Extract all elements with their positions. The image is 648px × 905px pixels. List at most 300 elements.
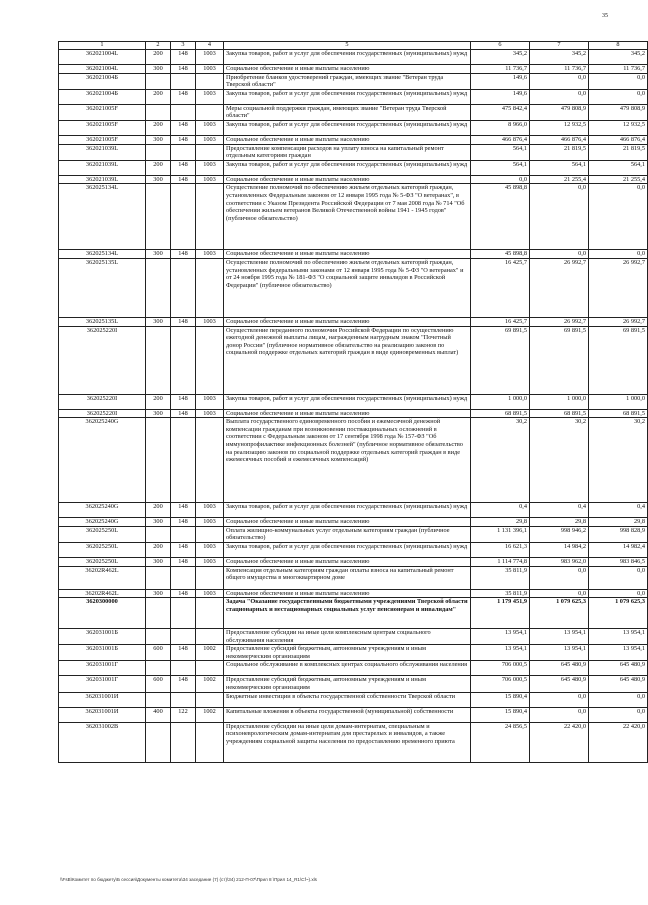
amount-year3-cell: 983 846,5 [589,557,648,566]
amount-year1-cell: 69 891,5 [471,326,530,394]
section-cell [196,184,224,250]
vr-cell: 200 [146,89,171,104]
code-cell: 362025134L [59,184,146,250]
table-header-row [59,42,648,50]
admin-cell [171,598,196,629]
admin-cell: 148 [171,317,196,326]
amount-year2-cell: 30,2 [530,418,589,503]
description-cell: Закупка товаров, работ и услуг для обеспечения государственных (муниципальных) нужд [224,120,471,135]
code-cell: 362025135L [59,258,146,317]
vr-cell [146,598,171,629]
code-cell: 362021039L [59,144,146,160]
amount-year1-cell: 706 000,5 [471,676,530,692]
amount-year2-cell: 645 480,9 [530,676,589,692]
amount-year2-cell: 26 992,7 [530,317,589,326]
table-row [59,629,648,645]
vr-cell: 300 [146,557,171,566]
section-cell: 1003 [196,518,224,527]
description-cell: Предоставление компенсации расходов на уплату взноса на капитальный ремонт отдельным категориям граждан [224,144,471,160]
amount-year2-cell: 21 255,4 [530,175,589,184]
table-row [59,326,648,394]
amount-year2-cell: 983 962,0 [530,557,589,566]
section-cell [196,566,224,589]
description-cell: Социальное обеспечение и иные выплаты населению [224,409,471,418]
section-cell [196,598,224,629]
description-cell: Закупка товаров, работ и услуг для обеспечения государственных (муниципальных) нужд [224,89,471,104]
code-cell: 362025240G [59,418,146,503]
amount-year2-cell: 0,0 [530,692,589,707]
section-cell: 1003 [196,250,224,259]
header-cell: 6 [471,42,530,50]
vr-cell: 200 [146,503,171,518]
amount-year2-cell: 29,8 [530,518,589,527]
amount-year2-cell: 466 876,4 [530,135,589,144]
code-cell: 3620300000 [59,598,146,629]
vr-cell [146,661,171,676]
section-cell: 1003 [196,135,224,144]
amount-year1-cell: 16 621,3 [471,542,530,557]
section-cell [196,661,224,676]
description-cell: Социальное обеспечение и иные выплаты населению [224,135,471,144]
amount-year2-cell: 479 808,9 [530,104,589,120]
vr-cell [146,629,171,645]
code-cell: 362025240G [59,518,146,527]
amount-year3-cell: 345,2 [589,50,648,65]
admin-cell: 148 [171,676,196,692]
section-cell [196,326,224,394]
section-cell: 1003 [196,317,224,326]
section-cell [196,73,224,89]
amount-year1-cell: 1 000,0 [471,394,530,409]
amount-year3-cell: 14 982,4 [589,542,648,557]
amount-year1-cell: 466 876,4 [471,135,530,144]
code-cell: 362025250L [59,557,146,566]
description-cell: Социальное обеспечение и иные выплаты населению [224,589,471,598]
description-cell: Выплата государственного единовременного пособия и ежемесячной денежной компенсации гражданам при возникновении поствакцинальных осложнений в соответствии с Федеральным законом от 17 сентября 1998 года № 157-ФЗ "Об иммунопрофилактике инфекционных болезней" (публичное нормативное обязательство на реализацию законов по социальной поддержке отдельных категорий граждан в виде ежемесячных пособий и ежемесячных компенсаций) [224,418,471,503]
header-cell: 7 [530,42,589,50]
table-row [59,598,648,629]
amount-year3-cell: 479 808,9 [589,104,648,120]
amount-year3-cell: 0,0 [589,707,648,722]
admin-cell: 148 [171,89,196,104]
vr-cell [146,73,171,89]
table-row [59,692,648,707]
header-cell: 2 [146,42,171,50]
table-row [59,722,648,762]
amount-year1-cell: 30,2 [471,418,530,503]
amount-year3-cell: 0,0 [589,566,648,589]
amount-year3-cell: 564,1 [589,160,648,175]
amount-year3-cell: 0,0 [589,184,648,250]
table-row [59,144,648,160]
budget-table [58,41,648,763]
table-row [59,104,648,120]
amount-year3-cell: 68 891,5 [589,409,648,418]
table-row [59,676,648,692]
description-cell: Социальное обеспечение и иные выплаты населению [224,175,471,184]
vr-cell: 200 [146,394,171,409]
description-cell: Социальное обеспечение и иные выплаты населению [224,557,471,566]
vr-cell: 300 [146,135,171,144]
admin-cell [171,184,196,250]
amount-year3-cell: 0,0 [589,589,648,598]
vr-cell: 400 [146,707,171,722]
vr-cell [146,418,171,503]
vr-cell: 300 [146,65,171,74]
table-row [59,317,648,326]
code-cell: 362021004L [59,50,146,65]
admin-cell: 148 [171,120,196,135]
header-cell: 1 [59,42,146,50]
table-row [59,557,648,566]
code-cell: 362021005F [59,104,146,120]
section-cell: 1003 [196,589,224,598]
vr-cell: 300 [146,175,171,184]
code-cell: 362025135L [59,317,146,326]
vr-cell [146,566,171,589]
admin-cell [171,692,196,707]
section-cell [196,418,224,503]
amount-year1-cell: 564,1 [471,144,530,160]
amount-year1-cell: 475 842,4 [471,104,530,120]
amount-year3-cell: 645 480,9 [589,676,648,692]
amount-year3-cell: 30,2 [589,418,648,503]
amount-year3-cell: 0,0 [589,692,648,707]
amount-year2-cell: 11 736,7 [530,65,589,74]
section-cell: 1003 [196,50,224,65]
amount-year1-cell: 8 966,0 [471,120,530,135]
table-row [59,661,648,676]
section-cell: 1003 [196,160,224,175]
table-row [59,175,648,184]
table-row [59,89,648,104]
description-cell: Компенсация отдельным категориям граждан оплаты взноса на капитальный ремонт общего имущества в многоквартирном доме [224,566,471,589]
amount-year2-cell: 13 954,1 [530,645,589,661]
amount-year3-cell: 0,0 [589,250,648,259]
section-cell: 1003 [196,503,224,518]
admin-cell: 148 [171,503,196,518]
amount-year3-cell: 21 255,4 [589,175,648,184]
description-cell: Закупка товаров, работ и услуг для обеспечения государственных (муниципальных) нужд [224,160,471,175]
amount-year1-cell: 16 425,7 [471,258,530,317]
section-cell [196,104,224,120]
amount-year3-cell: 0,0 [589,73,648,89]
admin-cell [171,526,196,542]
amount-year2-cell: 1 000,0 [530,394,589,409]
amount-year1-cell: 35 811,9 [471,566,530,589]
admin-cell: 122 [171,707,196,722]
table-row [59,409,648,418]
vr-cell [146,258,171,317]
admin-cell [171,73,196,89]
vr-cell: 600 [146,676,171,692]
amount-year2-cell: 0,0 [530,250,589,259]
code-cell: 362031001Г [59,676,146,692]
amount-year3-cell: 13 954,1 [589,629,648,645]
table-row [59,518,648,527]
code-cell: 362025220I [59,326,146,394]
code-cell: 362031001Б [59,645,146,661]
admin-cell: 148 [171,542,196,557]
admin-cell [171,258,196,317]
amount-year1-cell: 149,6 [471,73,530,89]
description-cell: Закупка товаров, работ и услуг для обеспечения государственных (муниципальных) нужд [224,50,471,65]
amount-year2-cell: 0,4 [530,503,589,518]
amount-year2-cell: 13 954,1 [530,629,589,645]
amount-year3-cell: 29,8 [589,518,648,527]
amount-year1-cell: 1 131 396,1 [471,526,530,542]
amount-year3-cell: 11 736,7 [589,65,648,74]
vr-cell: 300 [146,589,171,598]
amount-year1-cell: 706 000,5 [471,661,530,676]
code-cell: 362025250L [59,542,146,557]
table-row [59,65,648,74]
code-cell: 362021039L [59,160,146,175]
amount-year3-cell: 21 819,5 [589,144,648,160]
vr-cell: 600 [146,645,171,661]
amount-year3-cell: 13 954,1 [589,645,648,661]
table-row [59,394,648,409]
amount-year2-cell: 0,0 [530,707,589,722]
section-cell [196,629,224,645]
description-cell: Оплата жилищно-коммунальных услуг отдельным категориям граждан (публичное обязательство) [224,526,471,542]
amount-year1-cell: 345,2 [471,50,530,65]
amount-year2-cell: 69 891,5 [530,326,589,394]
description-cell: Закупка товаров, работ и услуг для обеспечения государственных (муниципальных) нужд [224,394,471,409]
admin-cell: 148 [171,50,196,65]
amount-year1-cell: 13 954,1 [471,645,530,661]
admin-cell [171,326,196,394]
description-cell: Социальное обслуживание в комплексных центрах социального обслуживания населения [224,661,471,676]
description-cell: Бюджетные инвестиции в объекты государственной собственности Тверской области [224,692,471,707]
amount-year1-cell: 24 856,5 [471,722,530,762]
amount-year1-cell: 1 114 774,8 [471,557,530,566]
amount-year2-cell: 68 891,5 [530,409,589,418]
code-cell: 362025220I [59,394,146,409]
amount-year1-cell: 0,0 [471,175,530,184]
admin-cell [171,104,196,120]
table-row [59,418,648,503]
section-cell: 1003 [196,542,224,557]
admin-cell: 148 [171,65,196,74]
code-cell: 362021005F [59,135,146,144]
section-cell: 1003 [196,394,224,409]
amount-year1-cell: 35 811,9 [471,589,530,598]
amount-year2-cell: 22 420,0 [530,722,589,762]
amount-year1-cell: 29,8 [471,518,530,527]
amount-year3-cell: 0,0 [589,89,648,104]
table-row [59,184,648,250]
amount-year2-cell: 645 480,9 [530,661,589,676]
section-cell: 1003 [196,120,224,135]
section-cell [196,526,224,542]
amount-year2-cell: 0,0 [530,184,589,250]
amount-year2-cell: 345,2 [530,50,589,65]
section-cell: 1002 [196,676,224,692]
vr-cell [146,722,171,762]
amount-year3-cell: 1 079 625,3 [589,598,648,629]
description-cell: Социальное обеспечение и иные выплаты населению [224,250,471,259]
vr-cell [146,104,171,120]
description-cell: Предоставление субсидий бюджетным, автономным учреждениям и иным некоммерческим организациям [224,676,471,692]
table-row [59,135,648,144]
vr-cell: 200 [146,50,171,65]
description-cell: Закупка товаров, работ и услуг для обеспечения государственных (муниципальных) нужд [224,503,471,518]
code-cell: 362025134L [59,250,146,259]
code-cell: 362021039L [59,175,146,184]
table-row [59,250,648,259]
description-cell: Капитальные вложения в объекты государственной (муниципальной) собственности [224,707,471,722]
amount-year2-cell: 0,0 [530,89,589,104]
section-cell: 1003 [196,175,224,184]
vr-cell: 300 [146,317,171,326]
file-path-footer: \\FsB\Комитет по бюджету\Б сессия\Документы комитета\34 заседание (7) (ст)\34) 212-П-07\Прил 8 \Прил 14_R1\Cf~).xls [60,877,317,882]
amount-year2-cell: 12 932,5 [530,120,589,135]
description-cell: Меры социальной поддержки граждан, имеющих звание "Ветеран труда Тверской области" [224,104,471,120]
amount-year1-cell: 1 179 451,9 [471,598,530,629]
header-cell: 4 [196,42,224,50]
admin-cell: 148 [171,135,196,144]
vr-cell [146,184,171,250]
admin-cell: 148 [171,589,196,598]
amount-year1-cell: 15 890,4 [471,707,530,722]
section-cell [196,722,224,762]
section-cell: 1003 [196,89,224,104]
description-cell: Приобретение бланков удостоверений граждан, имеющих звание "Ветеран труда Тверской области" [224,73,471,89]
table-row [59,50,648,65]
section-cell: 1002 [196,707,224,722]
admin-cell: 148 [171,557,196,566]
description-cell: Предоставление субсидии на иные цели домам-интернатам, специальным и психоневрологическим домам-интернатам для престарелых и инвалидов, а также учреждениям социальной защиты населения по предоставлению временного приюта [224,722,471,762]
code-cell: 362021004Б [59,73,146,89]
vr-cell [146,526,171,542]
amount-year2-cell: 998 946,2 [530,526,589,542]
description-cell: Социальное обеспечение и иные выплаты населению [224,317,471,326]
amount-year3-cell: 12 932,5 [589,120,648,135]
header-cell: 3 [171,42,196,50]
admin-cell [171,566,196,589]
code-cell: 362021005F [59,120,146,135]
vr-cell: 200 [146,542,171,557]
code-cell: 362025220I [59,409,146,418]
amount-year2-cell: 0,0 [530,566,589,589]
description-cell: Осуществление полномочий по обеспечению жильем отдельных категорий граждан, установленных Федеральным законом от 12 января 1995 года № 5-ФЗ "О ветеранах", в соответствии с Указом Президента Российской Федерации от 7 мая 2008 года № 714 "Об обеспечении жильем ветеранов Великой Отечественной войны 1941 - 1945 годов" (публичное обязательство) [224,184,471,250]
amount-year2-cell: 26 992,7 [530,258,589,317]
description-cell: Предоставление субсидии на иные цели комплексным центрам социального обслуживания населения [224,629,471,645]
amount-year1-cell: 149,6 [471,89,530,104]
table-row [59,258,648,317]
code-cell: 362021004L [59,65,146,74]
amount-year3-cell: 26 992,7 [589,317,648,326]
admin-cell: 148 [171,645,196,661]
amount-year1-cell: 564,1 [471,160,530,175]
amount-year1-cell: 13 954,1 [471,629,530,645]
amount-year3-cell: 22 420,0 [589,722,648,762]
code-cell: 362031001И [59,692,146,707]
amount-year2-cell: 0,0 [530,589,589,598]
section-cell: 1002 [196,645,224,661]
description-cell: Задача "Оказание государственными бюджетными учреждениями Тверской области стационарных и нестационарных социальных услуг пенсионерам и инвалидам" [224,598,471,629]
table-row [59,526,648,542]
amount-year2-cell: 1 079 625,3 [530,598,589,629]
amount-year2-cell: 564,1 [530,160,589,175]
section-cell [196,144,224,160]
admin-cell: 148 [171,250,196,259]
description-cell: Социальное обеспечение и иные выплаты населению [224,518,471,527]
admin-cell: 148 [171,160,196,175]
table-row [59,707,648,722]
page-number: 35 [602,13,608,19]
amount-year3-cell: 998 828,9 [589,526,648,542]
code-cell: 36202R462L [59,589,146,598]
vr-cell [146,144,171,160]
vr-cell: 300 [146,250,171,259]
amount-year3-cell: 1 000,0 [589,394,648,409]
table-row [59,542,648,557]
admin-cell [171,418,196,503]
admin-cell: 148 [171,394,196,409]
table-row [59,503,648,518]
description-cell: Предоставление субсидий бюджетным, автономным учреждениям и иным некоммерческим организациям [224,645,471,661]
description-cell: Закупка товаров, работ и услуг для обеспечения государственных (муниципальных) нужд [224,542,471,557]
section-cell: 1003 [196,409,224,418]
admin-cell [171,722,196,762]
header-cell: 5 [224,42,471,50]
amount-year1-cell: 16 425,7 [471,317,530,326]
amount-year1-cell: 45 898,8 [471,184,530,250]
table-row [59,160,648,175]
amount-year2-cell: 21 819,5 [530,144,589,160]
code-cell: 362031001И [59,707,146,722]
header-cell: 8 [589,42,648,50]
table-row [59,645,648,661]
table-row [59,566,648,589]
amount-year1-cell: 68 891,5 [471,409,530,418]
section-cell: 1003 [196,65,224,74]
description-cell: Осуществление переданного полномочия Российской Федерации по осуществлению ежегодной денежной выплаты лицам, награжденным нагрудным знаком "Почетный донор России" (публичное нормативное обязательство на реализацию законов по социальной поддержке отдельных категорий граждан в виде единовременных выплат) [224,326,471,394]
description-cell: Социальное обеспечение и иные выплаты населению [224,65,471,74]
table-row [59,120,648,135]
section-cell [196,692,224,707]
code-cell: 362031001Г [59,661,146,676]
vr-cell: 200 [146,120,171,135]
admin-cell: 148 [171,518,196,527]
amount-year1-cell: 45 898,8 [471,250,530,259]
amount-year1-cell: 15 890,4 [471,692,530,707]
admin-cell [171,629,196,645]
code-cell: 36202R462L [59,566,146,589]
vr-cell [146,326,171,394]
code-cell: 362025240G [59,503,146,518]
amount-year3-cell: 466 876,4 [589,135,648,144]
section-cell [196,258,224,317]
amount-year2-cell: 14 984,2 [530,542,589,557]
amount-year3-cell: 645 480,9 [589,661,648,676]
code-cell: 362031002В [59,722,146,762]
code-cell: 362021004Б [59,89,146,104]
section-cell: 1003 [196,557,224,566]
description-cell: Осуществление полномочий по обеспечению жильем отдельных категорий граждан, установленных федеральными законами от 12 января 1995 года № 5-ФЗ "О ветеранах" и от 24 ноября 1995 года № 181-ФЗ "О социальной защите инвалидов в Российской Федерации" (публичное обязательство) [224,258,471,317]
code-cell: 362031001Б [59,629,146,645]
vr-cell [146,692,171,707]
vr-cell: 300 [146,409,171,418]
code-cell: 362025250L [59,526,146,542]
admin-cell [171,144,196,160]
admin-cell: 148 [171,175,196,184]
vr-cell: 300 [146,518,171,527]
table-row [59,589,648,598]
admin-cell [171,661,196,676]
